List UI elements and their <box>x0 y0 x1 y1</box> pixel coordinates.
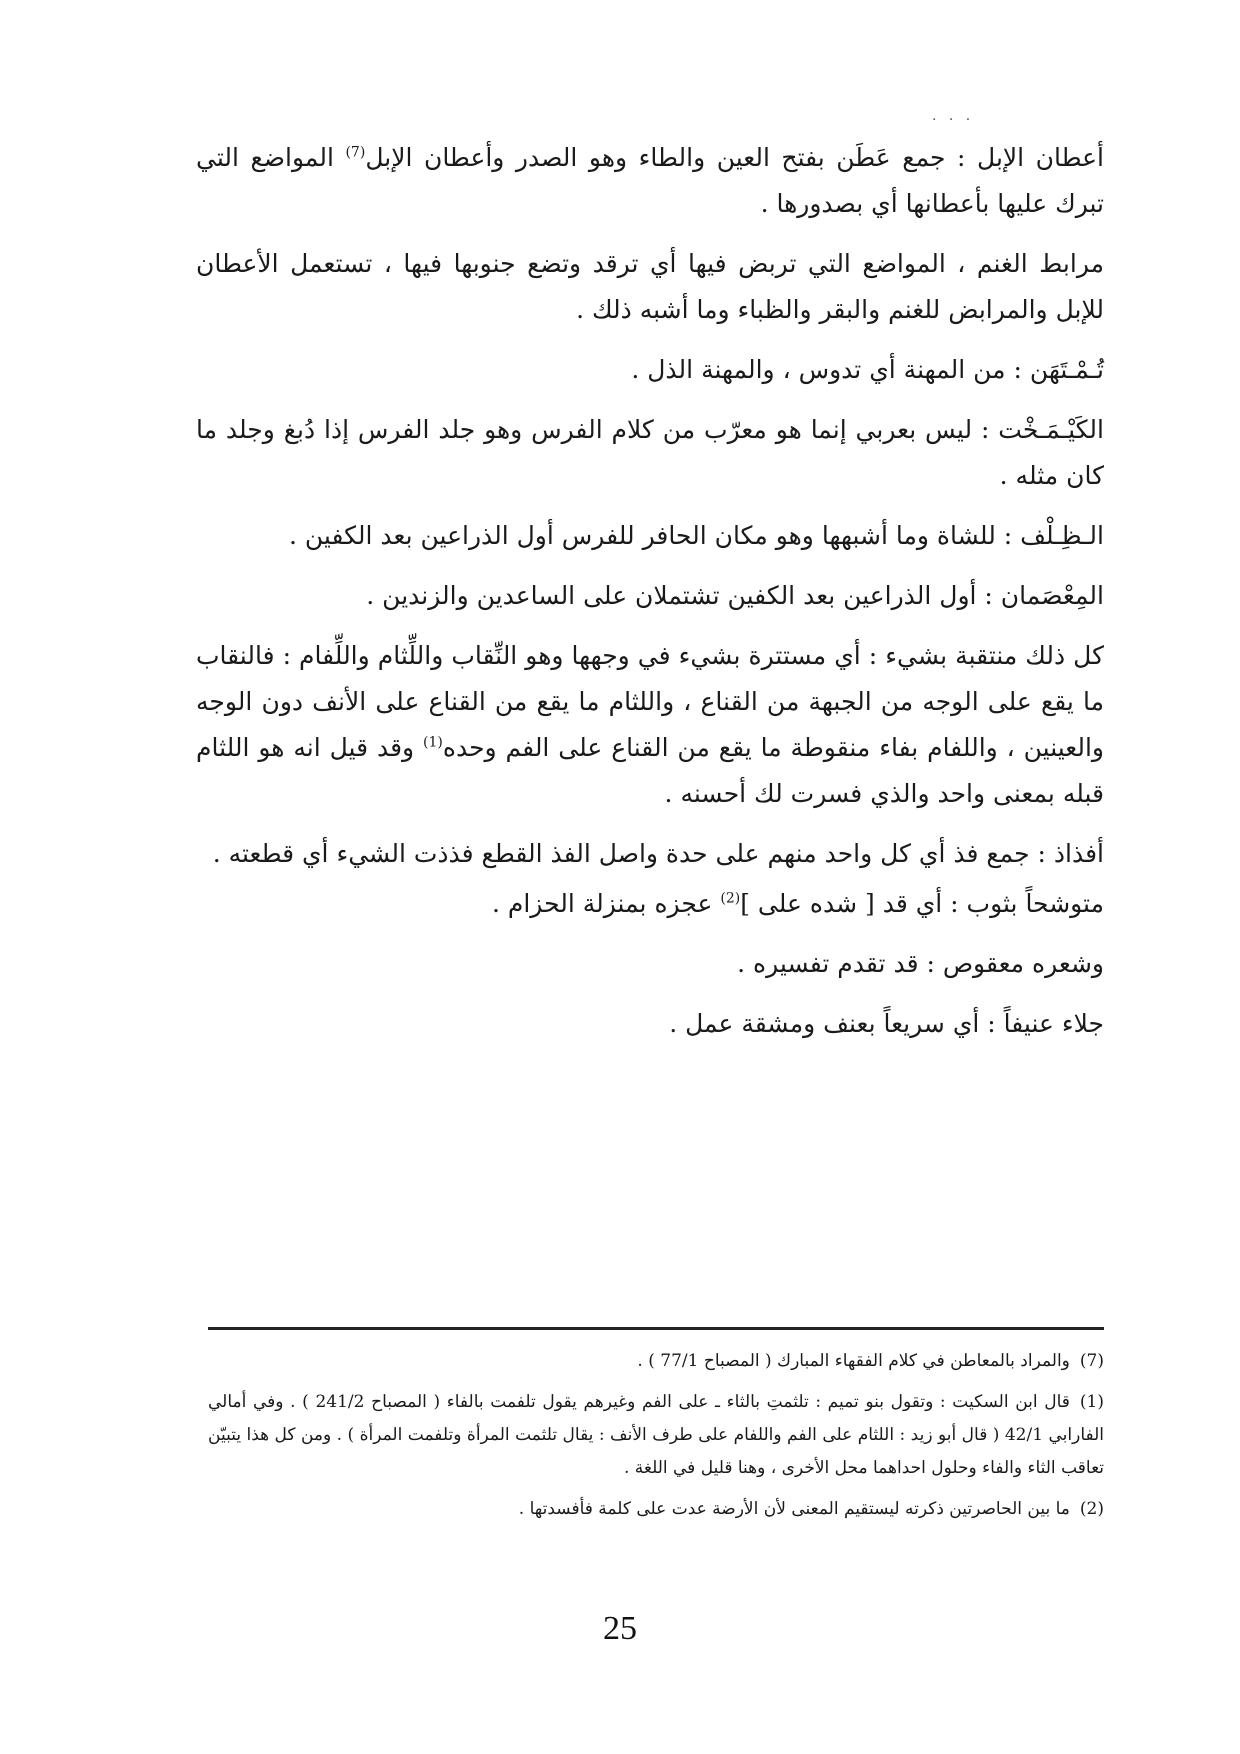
entry-text-cont: وقد قيل انه هو اللثام قبله بمعنى واحد والذي فسرت لك أحسنه . <box>196 733 1104 808</box>
entry-text: تُـمْـتَهَن : من المهنة أي تدوس ، والمهنة الذل . <box>631 355 1104 384</box>
main-text <box>196 135 1104 1061</box>
footnotes <box>208 1345 1104 1534</box>
entry-text: كل ذلك منتقبة بشيء : أي مستترة بشيء في وجهها وهو النِّقاب واللِّثام واللِّفام : فالنقاب ما يقع على الوجه من الجبهة من القناع ، واللثام ما يقع من القناع على الأنف دون الوجه والعينين ، واللفام بفاء منقوطة ما يقع من القناع على الفم وحده <box>196 641 1104 762</box>
footnote-ref: (7) <box>345 144 366 161</box>
footnote-number: (7) <box>1079 1351 1104 1371</box>
entry-text: متوشحاً بثوب : أي قد [ شده على ] <box>740 889 1104 918</box>
entry-text: المِعْصَمان : أول الذراعين بعد الكفين تشتملان على الساعدين والزندين . <box>366 581 1104 610</box>
footnote-ref: (1) <box>423 734 443 751</box>
top-speck: · · · <box>932 112 975 128</box>
footnote-text: قال ابن السكيت : وتقول بنو تميم : تلثمتِ بالثاء ـ على الفم وغيرهم يقول تلفمت بالفاء ( المصباح 241/2 ) . وفي أمالي الفارابي 42/1 ( قال أبو زيد : اللثام على الفم واللفام على طرف الأنف : يقال تلثمت المرأة وتلفمت المرأة ) . ومن كل هذا يتبيّن تعاقب الثاء والفاء وحلول احداهما محل الأخرى ، وهنا قليل في اللغة . <box>208 1392 1105 1478</box>
entry-text: مرابط الغنم ، المواضع التي تربض فيها أي ترقد وتضع جنوبها فيها ، تستعمل الأعطان للإبل والمرابض للغنم والبقر والظباء وما أشبه ذلك . <box>196 249 1104 324</box>
footnote-2 <box>208 1493 1104 1526</box>
entry-mutawashshihan <box>196 881 1104 927</box>
entry-text-cont: المواضع التي تبرك عليها بأعطانها أي بصدورها . <box>196 143 1104 218</box>
footnote-number: (1) <box>1079 1392 1104 1412</box>
entry-text: جلاء عنيفاً : أي سريعاً بعنف ومشقة عمل . <box>669 1009 1104 1038</box>
entry-text: الكَيْـمَـخْت : ليس بعربي إنما هو معرّب من كلام الفرس وهو جلد الفرس إذا دُبغ وجلد ما كان مثله . <box>196 415 1104 490</box>
entry-text: أفذاذ : جمع فذ أي كل واحد منهم على حدة واصل الفذ القطع فذذت الشيء أي قطعته . <box>212 839 1104 868</box>
footnote-number: (2) <box>1079 1499 1104 1519</box>
footnote-text: ما بين الحاصرتين ذكرته ليستقيم المعنى لأن الأرضة عدت على كلمة فأفسدتها . <box>518 1499 1070 1519</box>
entry-text: أعطان الإبل : جمع عَطَن بفتح العين والطاء وهو الصدر وأعطان الإبل <box>365 143 1104 172</box>
entry-jala-anifan <box>196 1001 1104 1047</box>
entry-zilf <box>196 513 1104 559</box>
footnote-7 <box>208 1345 1104 1378</box>
entry-marabit-al-ghanam <box>196 241 1104 333</box>
footnote-divider <box>208 1327 1104 1330</box>
entry-atan-al-ibil <box>196 135 1104 227</box>
entry-muntaqiba <box>196 633 1104 817</box>
entry-afdhadh <box>196 831 1104 877</box>
entry-kaymakht <box>196 407 1104 499</box>
entry-tumtahan <box>196 347 1104 393</box>
entry-text: وشعره معقوص : قد تقدم تفسيره . <box>737 949 1104 978</box>
entry-text-cont: عجزه بمنزلة الحزام . <box>491 889 721 918</box>
footnote-1 <box>208 1386 1104 1485</box>
entry-shaaruhu-maquws <box>196 941 1104 987</box>
entry-misaman <box>196 573 1104 619</box>
footnote-ref: (2) <box>720 890 741 907</box>
page-number: 25 <box>603 1610 637 1647</box>
entry-text: الـظِـلْف : للشاة وما أشبهها وهو مكان الحافر للفرس أول الذراعين بعد الكفين . <box>288 521 1104 550</box>
footnote-text: والمراد بالمعاطن في كلام الفقهاء المبارك ( المصباح 77/1 ) . <box>637 1351 1070 1371</box>
